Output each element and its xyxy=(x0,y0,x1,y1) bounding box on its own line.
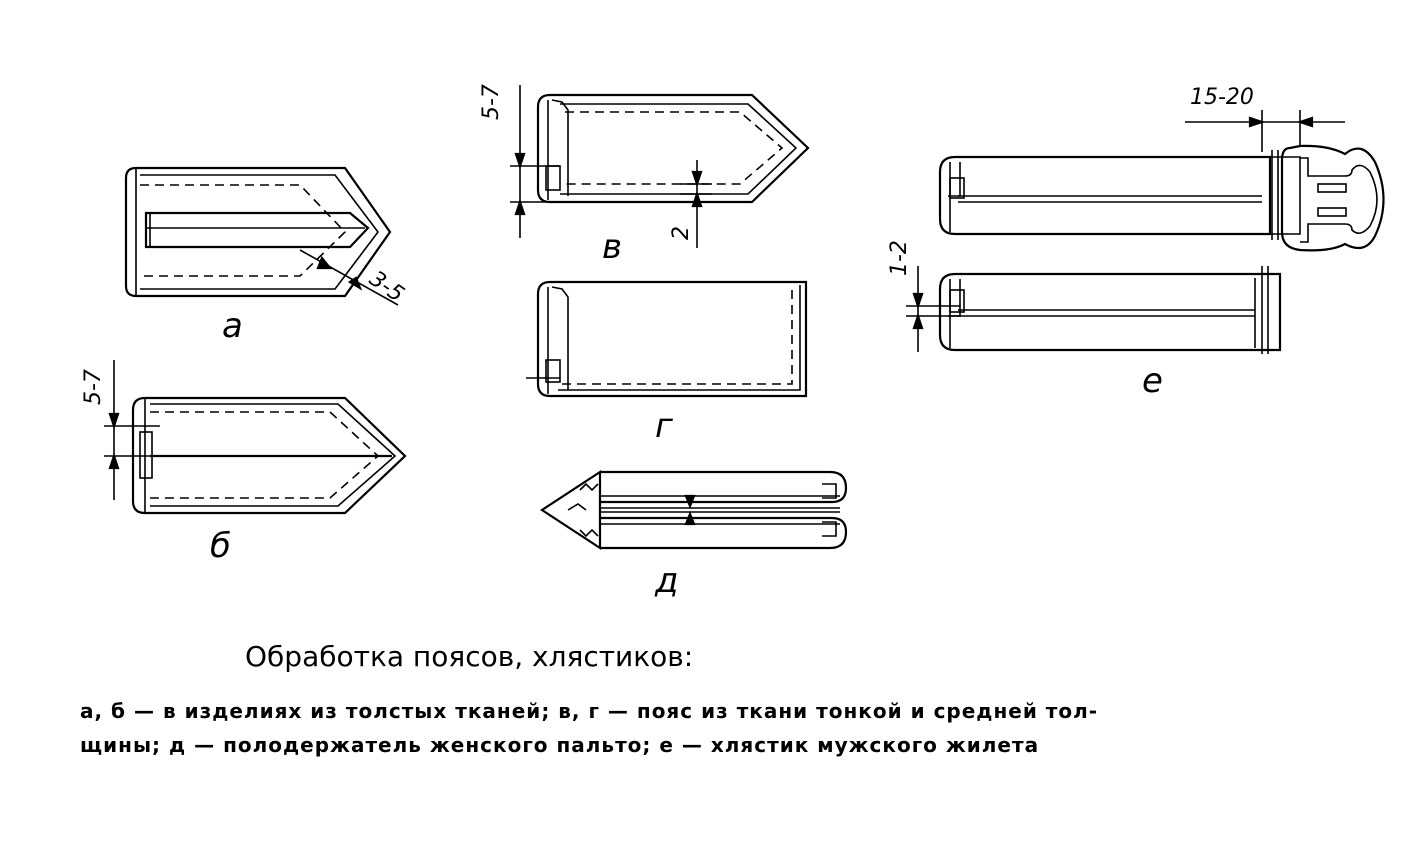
figure-v xyxy=(479,84,808,267)
figure-d-letter: д xyxy=(655,561,679,601)
figure-e-letter: е xyxy=(1142,361,1163,401)
figure-d xyxy=(542,472,846,601)
figure-e-dimension-side: 1-2 xyxy=(887,240,912,276)
figure-b-letter: б xyxy=(210,526,231,566)
figure-g-letter: г xyxy=(655,406,673,446)
figure-a-letter: а xyxy=(222,306,243,346)
figure-a xyxy=(126,168,408,346)
caption-title: Обработка поясов, хлястиков: xyxy=(245,640,694,673)
figure-e xyxy=(887,85,1384,401)
figure-b-dimension: 5-7 xyxy=(81,369,106,405)
figure-b xyxy=(81,360,405,566)
figure-v-dimension-side: 2 xyxy=(669,226,694,240)
figure-e-dimension-top: 15-20 xyxy=(1190,85,1254,110)
figure-a-dimension: 3-5 xyxy=(364,266,409,308)
figure-v-dimension-top: 5-7 xyxy=(479,84,504,120)
figure-g xyxy=(526,282,806,446)
caption-text: а, б — в изделиях из толстых тканей; в, г — пояс из ткани тонкой и средней тол- щины; д — полодержатель женского пальто; е — хлястик мужского жилета xyxy=(80,699,1099,757)
figure-v-letter: в xyxy=(602,227,623,267)
